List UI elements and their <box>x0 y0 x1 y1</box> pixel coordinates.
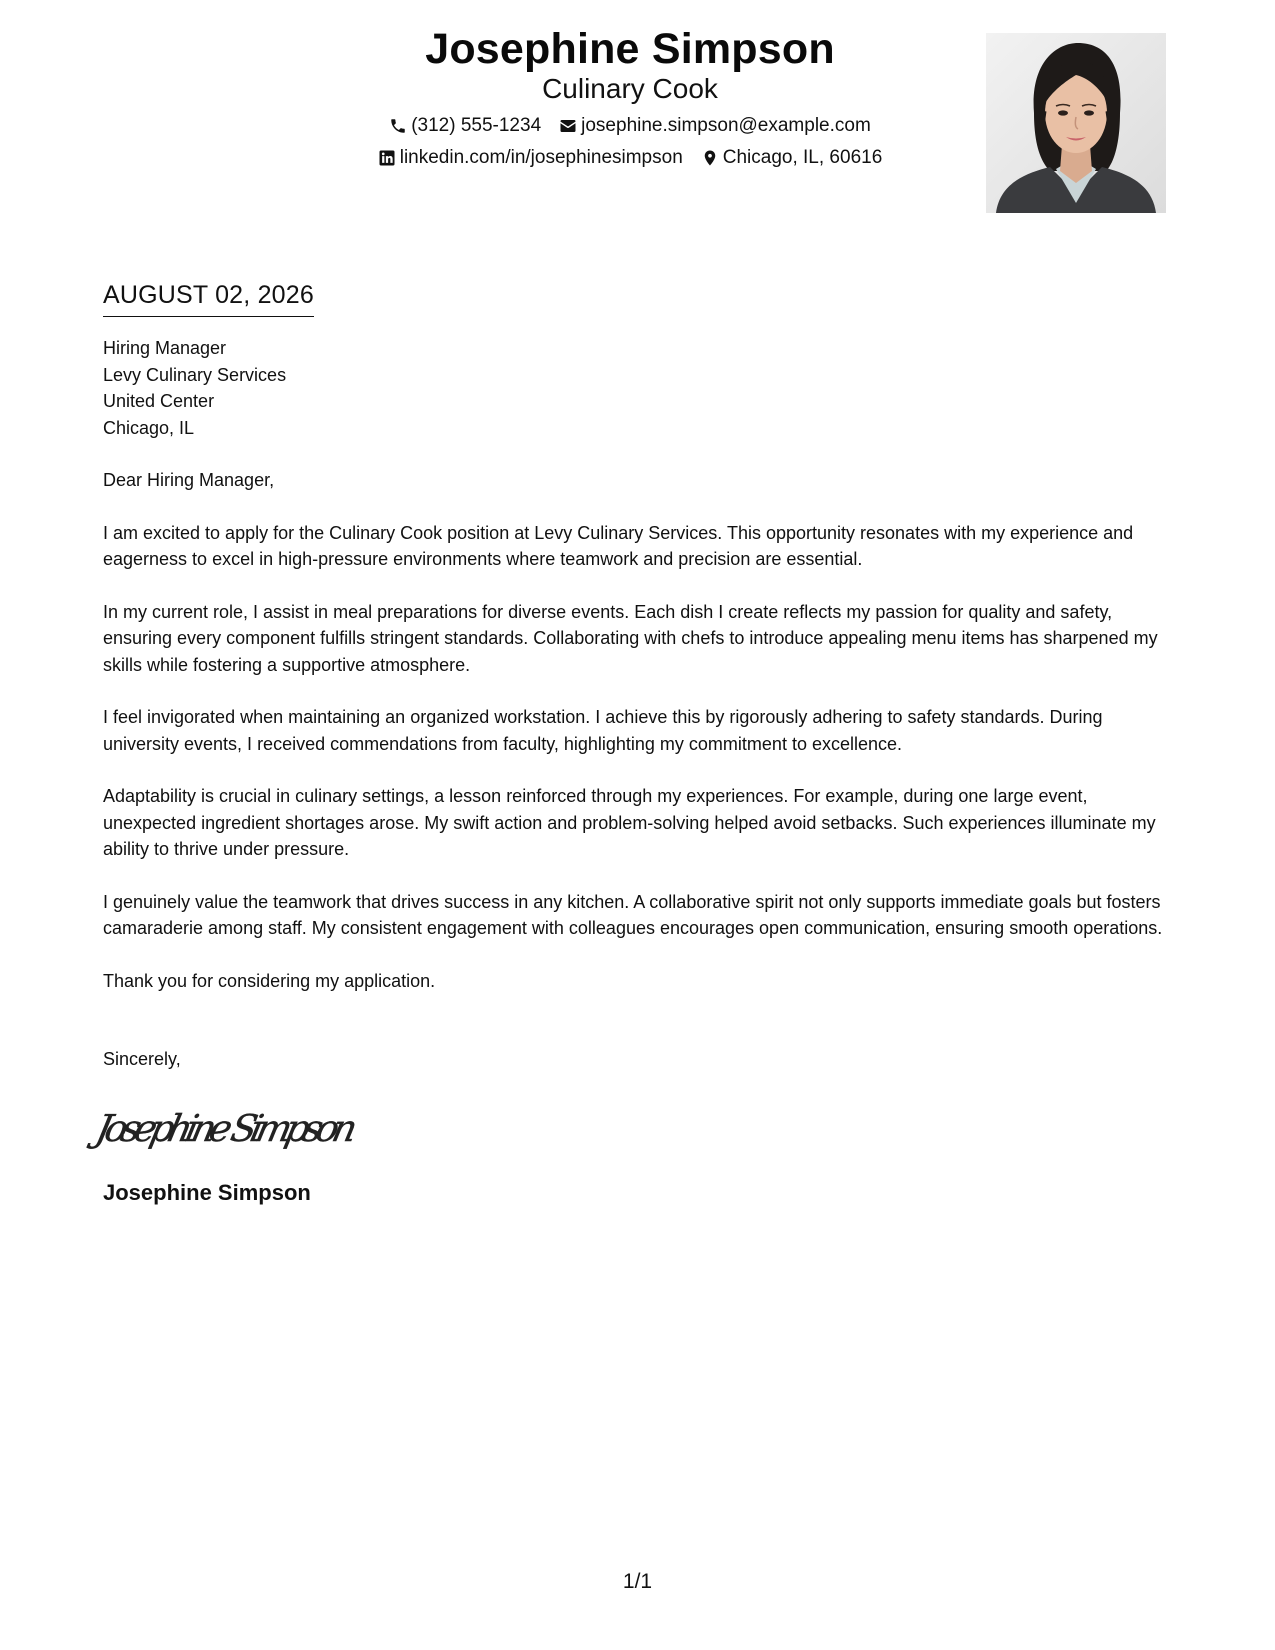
body-paragraph: Adaptability is crucial in culinary settings, a lesson reinforced through my experiences. For example, during one large event, unexpected ingredient shortages arose. My swift action and problem-solving helped avoid setbacks. Such experiences illuminate my ability to thrive under pressure. <box>103 786 1156 859</box>
letter-header <box>300 22 960 170</box>
body-paragraph: I feel invigorated when maintaining an organized workstation. I achieve this by rigorously adhering to safety standards. During university events, I received commendations from faculty, highlighting my commitment to excellence. <box>103 707 1103 754</box>
recipient-block <box>103 335 1173 441</box>
recipient-line: Hiring Manager <box>103 338 227 358</box>
body-paragraph: Thank you for considering my application. <box>103 970 436 991</box>
linkedin-icon <box>378 149 396 167</box>
location-text: Chicago, IL, 60616 <box>722 147 883 168</box>
phone-icon <box>389 117 407 135</box>
applicant-name: Josephine Simpson <box>425 25 835 73</box>
linkedin-text[interactable]: linkedin.com/in/josephinesimpson <box>399 147 683 168</box>
email-text[interactable]: josephine.simpson@example.com <box>581 115 871 136</box>
contact-location <box>701 146 883 170</box>
letter-date: AUGUST 02, 2026 <box>103 278 314 317</box>
map-pin-icon <box>701 149 719 167</box>
contact-row-1 <box>300 114 960 138</box>
contact-linkedin[interactable] <box>378 146 683 170</box>
signed-name: Josephine Simpson <box>103 1179 311 1205</box>
body-paragraph: I genuinely value the teamwork that drives success in any kitchen. A collaborative spirit not only supports immediate goals but fosters camaraderie among staff. My consistent engagement with colleagues encourages open communication, ensuring smooth operations. <box>103 891 1163 938</box>
body-paragraph: In my current role, I assist in meal preparations for diverse events. Each dish I create reflects my passion for quality and safety, ensuring every component fulfills stringent standards. Collaborating with chefs to introduce appealing menu items has sharpened my skills while fostering a supportive atmosphere. <box>103 601 1158 675</box>
svg-text:Josephine Simpson: Josephine Simpson <box>92 1105 362 1150</box>
phone-text: (312) 555-1234 <box>411 115 542 136</box>
page-number: 1/1 <box>622 1570 653 1593</box>
salutation: Dear Hiring Manager, <box>103 470 275 490</box>
closing: Sincerely, <box>103 1049 181 1069</box>
envelope-icon <box>559 117 577 135</box>
profile-photo <box>986 33 1166 213</box>
contact-phone <box>389 114 541 138</box>
applicant-role: Culinary Cook <box>542 73 718 104</box>
handwritten-signature <box>92 1099 1173 1159</box>
contact-row-2 <box>300 146 960 170</box>
recipient-line: Levy Culinary Services <box>103 364 287 385</box>
body-paragraph: I am excited to apply for the Culinary Cook position at Levy Culinary Services. This opportunity resonates with my experience and eagerness to excel in high-pressure environments where teamwork and precision are essential. <box>103 522 1134 569</box>
letter-body <box>92 278 1173 1207</box>
contact-email[interactable] <box>559 114 871 138</box>
recipient-line: Chicago, IL <box>103 417 195 438</box>
recipient-line: United Center <box>103 391 215 411</box>
